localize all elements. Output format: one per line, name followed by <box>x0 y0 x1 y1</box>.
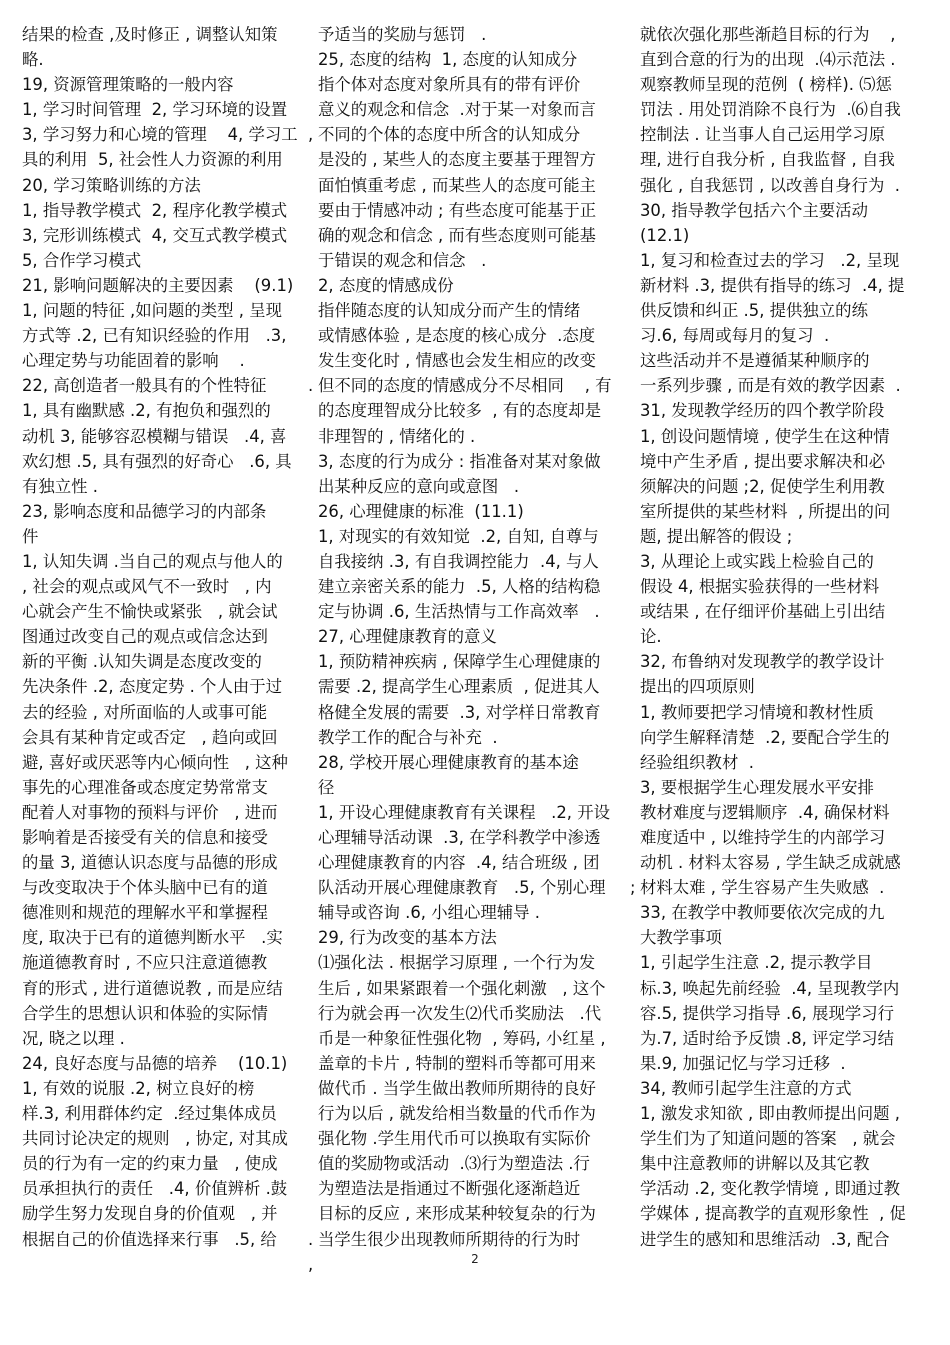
text-line: 罚法 . 用处罚消除不良行为 .⑹自我 <box>640 100 901 120</box>
text-line: 习.6, 每周或每月的复习 . <box>640 326 830 346</box>
text-line: 1, 预防精神疾病 , 保障学生心理健康的 <box>318 652 601 672</box>
text-line: 建立亲密关系的能力 .5, 人格的结构稳 <box>318 577 601 597</box>
text-line: 强化 , 自我惩罚 , 以改善自身行为 . <box>640 175 900 195</box>
text-line: 3, 学习努力和心境的管理 4, 学习工 <box>22 125 298 145</box>
text-line: 非理智的 , 情绪化的 . <box>318 426 476 446</box>
text-line: 事先的心理准备或态度定势常常支 <box>22 777 268 797</box>
text-line: 方式等 .2, 已有知识经验的作用 .3, <box>22 326 287 346</box>
text-line: 1, 激发求知欲 , 即由教师提出问题 , <box>640 1104 900 1124</box>
text-line: 新的平衡 .认知失调是态度改变的 <box>22 652 262 672</box>
text-line: 新材料 .3, 提供有指导的练习 .4, 提 <box>640 275 905 295</box>
text-line: 教学工作的配合与补充 . <box>318 727 498 747</box>
text-line: 确的观念和信念 , 而有些态度则可能基 <box>318 225 596 245</box>
text-line: 心就会产生不愉快或紧张 , 就会试 <box>22 602 278 622</box>
text-line: 出某种反应的意向或意图 . <box>318 476 520 496</box>
text-line: 材料太难 , 学生容易产生失败感 . <box>640 878 885 898</box>
text-line: 境中产生矛盾 , 提出要求解决和必 <box>640 451 886 471</box>
text-line: 就依次强化那些渐趋目标的行为 , <box>640 25 896 44</box>
text-line: 21, 影响问题解决的主要因素 (9.1) <box>22 275 294 295</box>
text-line: 为.7, 适时给予反馈 .8, 评定学习结 <box>640 1028 895 1048</box>
page-number: 2 <box>471 1252 479 1266</box>
text-line: 但不同的态度的情感成分不尽相同 , 有 <box>318 376 612 396</box>
text-line: 的量 3, 道德认识态度与品德的形成 <box>22 853 278 873</box>
text-line: 1, 教师要把学习情境和教材性质 <box>640 702 874 722</box>
text-line: 动机 . 材料太容易 , 学生缺乏成就感 <box>640 853 901 873</box>
text-line: 学活动 .2, 变化教学情境 , 即通过教 <box>640 1179 900 1199</box>
text-line: 避, 喜好或厌恶等内心倾向性 , 这种 <box>22 752 288 772</box>
text-line: 难度适中 , 以维持学生的内部学习 <box>640 828 886 847</box>
text-line: 22, 高创造者一般具有的个性特征 <box>22 376 267 396</box>
text-line: 做代币 . 当学生做出教师所期待的良好 <box>318 1078 596 1098</box>
text-line: 学媒体 , 提高教学的直观形象性 , 促 <box>640 1204 906 1224</box>
text-line: 向学生解释清楚 .2, 要配合学生的 <box>640 727 890 747</box>
text-line: 直到合意的行为的出现 .⑷示范法 . <box>640 50 896 70</box>
text-column-2 <box>318 22 630 1252</box>
text-line: 当学生很少出现教师所期待的行为时 <box>318 1229 581 1249</box>
text-line: 1, 问题的特征 ,如问题的类型 , 呈现 <box>22 301 282 321</box>
text-line: 径 <box>318 777 335 797</box>
text-line: 控制法 . 让当事人自己运用学习原 <box>640 125 886 145</box>
text-line: 辅导或咨询 .6, 小组心理辅导 . <box>318 903 540 923</box>
text-line: 励学生努力发现自身的价值观 , 并 <box>22 1204 278 1224</box>
text-line: 1, 认知失调 .当自己的观点与他人的 <box>22 551 283 571</box>
text-line: 进学生的感知和思维活动 .3, 配合 <box>640 1229 890 1249</box>
text-line: 件 <box>22 526 39 546</box>
text-line: 1, 开设心理健康教育有关课程 .2, 开设 <box>318 802 611 822</box>
text-line: 于错误的观念和信念 . <box>318 250 487 270</box>
text-line: 要由于情感冲动 ; 有些态度可能基于正 <box>318 200 597 220</box>
text-line: 行为以后 , 就发给相当数量的代币作为 <box>318 1104 596 1124</box>
text-line: 先决条件 .2, 态度定势 . 个人由于过 <box>22 677 282 697</box>
text-line: 是没的 , 某些人的态度主要基于理智方 <box>318 150 596 170</box>
text-line: 1, 复习和检查过去的学习 .2, 呈现 <box>640 250 900 270</box>
text-line: 32, 布鲁纳对发现教学的教学设计 <box>640 652 885 672</box>
text-line: 论. <box>640 627 662 647</box>
text-line: 度, 取决于已有的道德判断水平 .实 <box>22 928 283 948</box>
text-line: 予适当的奖励与惩罚 . <box>318 25 487 44</box>
text-line: 34, 教师引起学生注意的方式 <box>640 1078 852 1098</box>
text-line: 自我接纳 .3, 有自我调控能力 .4, 与人 <box>318 551 599 571</box>
text-line: 3, 要根据学生心理发展水平安排 <box>640 777 874 797</box>
text-line: 提出的四项原则 <box>640 677 755 697</box>
text-line: 3, 从理论上或实践上检验自己的 <box>640 551 874 571</box>
text-line: 面怕慎重考虑 , 而某些人的态度可能主 <box>318 175 596 195</box>
text-line: 为塑造法是指通过不断强化逐渐趋近 <box>318 1179 581 1199</box>
text-line: 欢幻想 .5, 具有强烈的好奇心 .6, 具 <box>22 451 292 471</box>
text-line: 经验组织教材 . <box>640 752 754 772</box>
text-line: 24, 良好态度与品德的培养 (10.1) <box>22 1053 288 1073</box>
text-line: , 社会的观点或风气不一致时 , 内 <box>22 577 272 597</box>
text-line: 心理辅导活动课 .3, 在学科教学中渗透 <box>318 828 601 847</box>
text-line: 33, 在教学中教师要依次完成的九 <box>640 903 885 923</box>
text-line: 2, 态度的情感成份 <box>318 275 454 295</box>
text-line: 目标的反应 , 来形成某种较复杂的行为 <box>318 1204 596 1224</box>
text-line: 1, 具有幽默感 .2, 有抱负和强烈的 <box>22 401 271 421</box>
text-line: 结果的检查 ,及时修正 , 调整认知策 <box>22 25 278 44</box>
text-line: 育的形式 , 进行道德说教 , 而是应结 <box>22 978 283 998</box>
text-line: 的态度理智成分比较多 , 有的态度却是 <box>318 401 602 421</box>
margin-punctuation: , <box>308 125 314 145</box>
text-line: 1, 创设问题情境 , 使学生在这种情 <box>640 426 890 446</box>
text-line: 25, 态度的结构 1, 态度的认知成分 <box>318 50 578 70</box>
text-line: 强化物 .学生用代币可以换取有实际价 <box>318 1129 591 1149</box>
text-line: 德准则和规范的理解水平和掌握程 <box>22 903 268 923</box>
text-line: 学生们为了知道问题的答案 , 就会 <box>640 1129 896 1149</box>
text-line: 动机 3, 能够容忍模糊与错误 .4, 喜 <box>22 426 287 446</box>
text-line: 指个体对态度对象所具有的带有评价 <box>318 75 581 95</box>
text-line: 不同的个体的态度中所含的认知成分 <box>318 125 581 145</box>
text-line: 3, 态度的行为成分 : 指准备对某对象做 <box>318 451 601 471</box>
text-line: 币是一种象征性强化物 , 筹码, 小红星 , <box>318 1028 606 1048</box>
text-line: 会具有某种肯定或否定 , 趋向或回 <box>22 727 278 747</box>
margin-punctuation: . <box>308 376 314 396</box>
margin-punctuation: ; <box>630 878 636 898</box>
text-line: 观察教师呈现的范例 ( 榜样). ⑸惩 <box>640 75 892 95</box>
text-line: 意义的观念和信念 .对于某一对象而言 <box>318 100 596 120</box>
text-line: 理, 进行自我分析 , 自我监督 , 自我 <box>640 150 895 170</box>
text-line: 1, 引起学生注意 .2, 提示教学目 <box>640 953 873 973</box>
text-line: 或结果 , 在仔细评价基础上引出结 <box>640 602 886 622</box>
text-line: 格健全发展的需要 .3, 对学样日常教育 <box>318 702 601 722</box>
text-line: 配着人对事物的预料与评价 , 进而 <box>22 802 278 822</box>
text-line: 有独立性 . <box>22 476 98 496</box>
text-line: 影响着是否接受有关的信息和接受 <box>22 828 268 847</box>
text-line: 与改变取决于个体头脑中已有的道 <box>22 878 268 898</box>
text-line: 发生变化时 , 情感也会发生相应的改变 <box>318 351 596 371</box>
text-line: (12.1) <box>640 225 690 245</box>
text-line: 心理定势与功能固着的影响 . <box>22 351 245 371</box>
text-line: 需要 .2, 提高学生心理素质 , 促进其人 <box>318 677 600 697</box>
text-line: 施道德教育时 , 不应只注意道德教 <box>22 953 268 973</box>
text-line: 值的奖励物或活动 .⑶行为塑造法 .行 <box>318 1154 590 1174</box>
text-line: 图通过改变自己的观点或信念达到 <box>22 627 268 647</box>
margin-punctuation: . <box>308 1229 314 1249</box>
text-line: 大教学事项 <box>640 928 722 948</box>
text-line: 29, 行为改变的基本方法 <box>318 928 497 948</box>
text-line: 根据自己的价值选择来行事 .5, 给 <box>22 1229 277 1249</box>
text-line: 心理健康教育的内容 .4, 结合班级 , 团 <box>318 853 600 873</box>
text-line: 须解决的问题 ;2, 促使学生利用教 <box>640 476 885 496</box>
text-line: 合学生的思想认识和体验的实际情 <box>22 1003 268 1023</box>
text-line: 1, 对现实的有效知觉 .2, 自知, 自尊与 <box>318 526 599 546</box>
text-line: 20, 学习策略训练的方法 <box>22 175 201 195</box>
text-line: 指伴随态度的认知成分而产生的情绪 <box>318 301 581 321</box>
margin-punctuation: , <box>308 1254 314 1274</box>
text-line: 员承担执行的责任 .4, 价值辨析 .鼓 <box>22 1179 288 1199</box>
text-line: 这些活动并不是遵循某种顺序的 <box>640 351 870 371</box>
text-line: 室所提供的某些材料 , 所提出的问 <box>640 501 891 521</box>
text-line: 3, 完形训练模式 4, 交互式教学模式 <box>22 225 288 245</box>
text-line: 生后 , 如果紧跟着一个强化刺激 , 这个 <box>318 978 606 998</box>
text-line: 19, 资源管理策略的一般内容 <box>22 75 234 95</box>
text-line: 假设 4, 根据实验获得的一些材料 <box>640 577 880 597</box>
text-line: 教材难度与逻辑顺序 .4, 确保材料 <box>640 802 890 822</box>
text-line: 31, 发现教学经历的四个教学阶段 <box>640 401 885 421</box>
text-line: 员的行为有一定的约束力量 , 使成 <box>22 1154 278 1174</box>
text-line: 1, 有效的说服 .2, 树立良好的榜 <box>22 1078 255 1098</box>
text-line: 23, 影响态度和品德学习的内部条 <box>22 501 267 521</box>
text-line: 27, 心理健康教育的意义 <box>318 627 497 647</box>
text-line: 果.9, 加强记忆与学习迁移 . <box>640 1053 846 1073</box>
text-line: 况, 晓之以理 . <box>22 1028 125 1048</box>
text-line: 5, 合作学习模式 <box>22 250 142 270</box>
text-line: 容.5, 提供学习指导 .6, 展现学习行 <box>640 1003 895 1023</box>
text-line: 集中注意教师的讲解以及其它教 <box>640 1154 870 1174</box>
text-line: 供反馈和纠正 .5, 提供独立的练 <box>640 301 868 321</box>
text-line: 盖章的卡片 , 特制的塑料币等都可用来 <box>318 1053 596 1073</box>
text-line: 共同讨论决定的规则 , 协定, 对其成 <box>22 1129 288 1149</box>
text-line: 标.3, 唤起先前经验 .4, 呈现教学内 <box>640 978 900 998</box>
text-line: 28, 学校开展心理健康教育的基本途 <box>318 752 579 772</box>
text-line: 30, 指导教学包括六个主要活动 <box>640 200 868 220</box>
text-column-1 <box>22 22 310 1252</box>
text-line: 去的经验 , 对所面临的人或事可能 <box>22 702 268 722</box>
text-line: 队活动开展心理健康教育 .5, 个别心理 <box>318 878 606 898</box>
text-line: 或情感体验 , 是态度的核心成分 .态度 <box>318 326 596 346</box>
text-line: ⑴强化法 . 根据学习原理 , 一个行为发 <box>318 953 596 973</box>
text-line: 具的利用 5, 社会性人力资源的利用 <box>22 150 283 170</box>
text-line: 定与协调 .6, 生活热情与工作高效率 . <box>318 602 600 622</box>
text-line: 1, 指导教学模式 2, 程序化教学模式 <box>22 200 288 220</box>
text-line: 行为就会再一次发生⑵代币奖励法 .代 <box>318 1003 602 1023</box>
text-line: 样.3, 利用群体约定 .经过集体成员 <box>22 1104 277 1124</box>
text-line: 一系列步骤 , 而是有效的教学因素 . <box>640 376 901 396</box>
text-line: 1, 学习时间管理 2, 学习环境的设置 <box>22 100 288 120</box>
text-column-3 <box>640 22 930 1252</box>
text-line: 题, 提出解答的假设 ; <box>640 526 793 546</box>
text-line: 26, 心理健康的标准 (11.1) <box>318 501 524 521</box>
text-line: 略. <box>22 50 44 70</box>
